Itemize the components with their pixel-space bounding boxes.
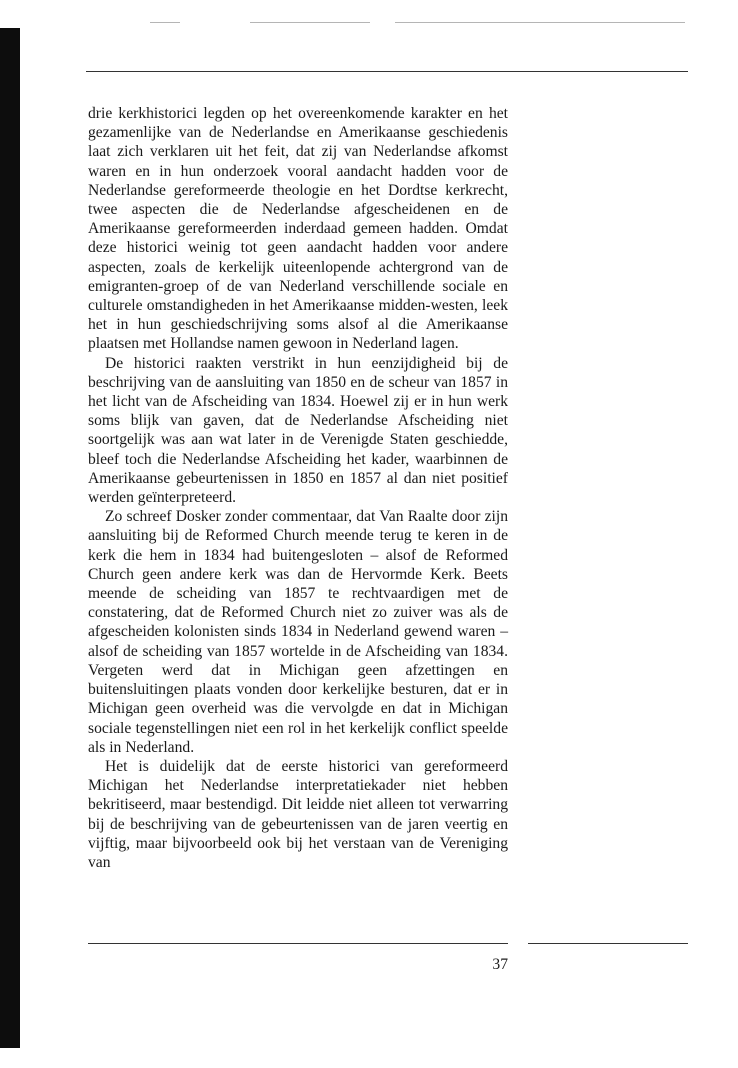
top-faint-rule-middle — [250, 22, 370, 23]
paragraph-4: Het is duidelijk dat de eerste historici van gereformeerd Michigan het Nederlandse interpretatiekader niet hebben bekritiseerd, maar bestendigd. Dit leidde niet alleen tot verwarring bij de beschrijving van de gebeurtenissen van de jaren veertig en vijftig, maar bijvoorbeeld ook bij het verstaan van de Vereniging van — [88, 757, 508, 871]
header-rule — [86, 71, 688, 72]
paragraph-1: drie kerkhistorici legden op het overeenkomende karakter en het gezamenlijke van de Nederlandse en Amerikaanse geschiedenis laat zich verklaren uit het feit, dat zij van Nederlandse afkomst waren en in hun onderzoek vooral aandacht hadden voor de Nederlandse gereformeerde theologie en het Dordtse kerkrecht, twee aspecten die de Nederlandse afgescheidenen en de Amerikaanse gereformeerden inderdaad gemeen hadden. Omdat deze historici weinig tot geen aandacht hadden voor andere aspecten, zoals de kerkelijk uiteenlopende achtergrond van de emigranten-groep of de van Nederland verschillende sociale en culturele omstandigheden in het Amerikaanse midden-westen, leek het in hun geschiedschrijving soms alsof al die Amerikaanse plaatsen met Hollandse namen gewoon in Nederland lagen. — [88, 105, 508, 353]
scan-binding-edge — [0, 28, 20, 1048]
top-faint-rule-right — [395, 22, 685, 23]
page-body — [88, 104, 508, 872]
footer-rule-right — [528, 943, 688, 944]
paragraph-3: Zo schreef Dosker zonder commentaar, dat Van Raalte door zijn aansluiting bij de Reformed Church meende terug te keren in de kerk die hem in 1834 had buitengesloten – alsof de Reformed Church geen andere kerk was dan de Hervormde Kerk. Beets meende de scheiding van 1857 te rechtvaardigen met de constatering, dat de Reformed Church niet zo zuiver was als de afgescheiden kolonisten sinds 1834 in Nederland gewend waren – alsof de scheiding van 1857 wortelde in de Afscheiding van 1834. Vergeten werd dat in Michigan geen afzettingen en buitensluitingen plaats vonden door kerkelijke besturen, dat er in Michigan geen overheid was die vervolgde en dat in Michigan sociale tegenstellingen niet een rol in het kerkelijk conflict speelde als in Nederland. — [88, 508, 508, 756]
paragraph-2: De historici raakten verstrikt in hun eenzijdigheid bij de beschrijving van de aansluiting van 1850 en de scheur van 1857 in het licht van de Afscheiding van 1834. Hoewel zij er in hun werk soms blijk van gaven, dat de Nederlandse Afscheiding niet soortgelijk was aan wat later in de Verenigde Staten geschiedde, bleef toch die Nederlandse Afscheiding het kader, waarbinnen de Amerikaanse gebeurtenissen in 1850 en 1857 al dan niet positief werden geïnterpreteerd. — [88, 354, 508, 507]
top-faint-rule-left — [150, 22, 180, 23]
footer-rule-left — [88, 943, 508, 944]
page-number: 37 — [492, 956, 508, 973]
